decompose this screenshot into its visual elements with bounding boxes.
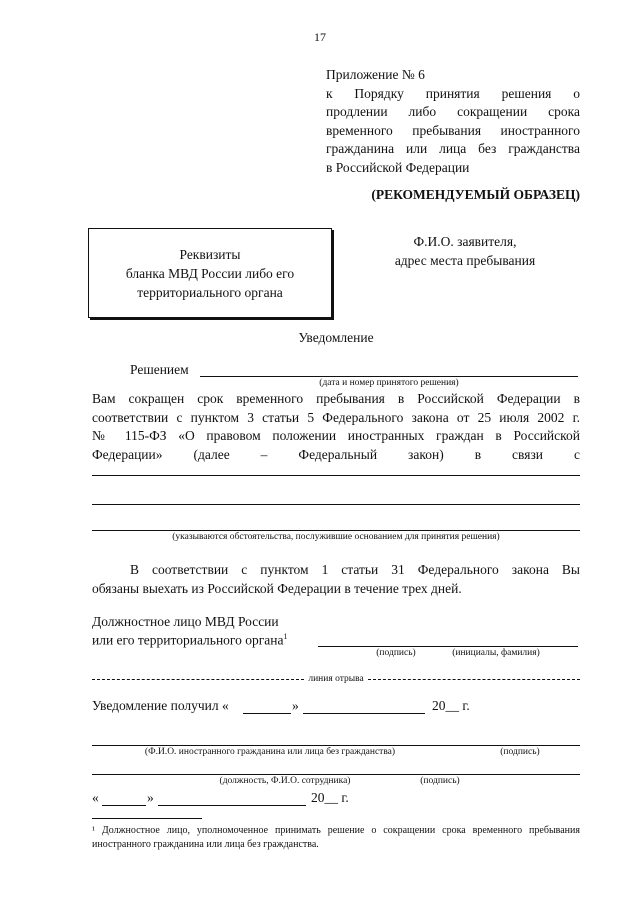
received-month-field[interactable] <box>303 713 425 714</box>
obligation-line: обязаны выехать из Российской Федерации в течение трех дней. <box>92 580 462 596</box>
decision-field[interactable] <box>200 376 578 377</box>
body-paragraph <box>92 390 580 464</box>
received-year: 20__ г. <box>432 698 470 713</box>
footnote-text: ¹ Должностное лицо, уполномоченное принимать решение о сокращении срока временного пребывания иностранного гражданина или лица без гражданства. <box>92 825 580 850</box>
tear-dash-right <box>368 679 580 680</box>
requisites-line: территориального органа <box>137 284 283 300</box>
appendix-line: продлении либо сокращении срока <box>326 104 580 119</box>
decision-caption: (дата и номер принятого решения) <box>319 378 459 388</box>
official-line-2-text: или его территориального органа <box>92 632 284 648</box>
decision-label: Решением <box>130 362 189 377</box>
requisites-box <box>88 228 332 318</box>
footnote-divider <box>92 818 202 819</box>
body-line: № 115-ФЗ «О правовом положении иностранных граждан в Российской <box>92 428 580 443</box>
applicant-line: адрес места пребывания <box>394 253 536 268</box>
body-line: соответствии с пунктом 3 статьи 5 Федерального закона от 25 июля 2002 г. <box>92 409 580 425</box>
received-quote-close: » <box>292 698 299 713</box>
circumstances-field-2[interactable] <box>92 504 580 505</box>
employee-signature-caption: (подпись) <box>420 776 460 786</box>
date-day-field[interactable] <box>102 805 146 806</box>
employee-caption: (должность, Ф.И.О. сотрудника) <box>219 776 351 786</box>
appendix-line: Приложение № 6 <box>326 67 425 82</box>
tear-line-label: линия отрыва <box>308 674 364 684</box>
footnote-mark: 1 <box>283 632 288 641</box>
body-line: Вам сокращен срок временного пребывания в Российской Федерации в <box>92 391 580 406</box>
appendix-line: в Российской Федерации <box>326 159 470 175</box>
date-close-quote: » <box>147 790 154 805</box>
circumstances-field-1[interactable] <box>92 475 580 476</box>
signature-caption: (подпись) <box>376 648 416 658</box>
body-line: Федерации» (далее – Федеральный закон) в связи с <box>92 446 580 462</box>
appendix-line: к Порядку принятия решения о <box>326 85 580 101</box>
applicant-line: Ф.И.О. заявителя, <box>413 234 517 249</box>
date-month-field[interactable] <box>158 805 306 806</box>
date-year: 20__ г. <box>311 790 349 805</box>
obligation-line: В соответствии с пунктом 1 статьи 31 Федерального закона Вы <box>130 562 580 577</box>
circumstances-caption: (указываются обстоятельства, послужившие основанием для принятия решения) <box>172 532 500 542</box>
applicant-block <box>360 232 570 270</box>
received-label: Уведомление получил « <box>92 698 229 713</box>
initials-caption: (инициалы, фамилия) <box>452 648 540 658</box>
appendix-line: гражданина или лица без гражданства <box>326 141 580 156</box>
date-open-quote: « <box>92 790 99 805</box>
appendix-line: временного пребывания иностранного <box>326 122 580 138</box>
obligation-paragraph <box>92 561 580 598</box>
page-number: 17 <box>314 30 326 44</box>
foreigner-caption: (Ф.И.О. иностранного гражданина или лица без гражданства) <box>144 747 396 757</box>
circumstances-field-3[interactable] <box>92 530 580 531</box>
foreigner-field[interactable] <box>92 745 580 746</box>
document-title: Уведомление <box>298 330 374 345</box>
sample-label: (РЕКОМЕНДУЕМЫЙ ОБРАЗЕЦ) <box>371 187 580 202</box>
official-signature-field[interactable] <box>318 646 578 647</box>
official-line-2 <box>92 632 288 649</box>
official-line-1: Должностное лицо МВД России <box>92 614 279 629</box>
requisites-line: Реквизиты <box>179 246 241 262</box>
requisites-line: бланка МВД России либо его <box>125 265 295 281</box>
employee-field[interactable] <box>92 774 580 775</box>
tear-dash-left <box>92 679 304 680</box>
tear-line <box>92 674 580 684</box>
received-day-field[interactable] <box>243 713 291 714</box>
foreigner-signature-caption: (подпись) <box>500 747 540 757</box>
appendix-header <box>326 66 580 177</box>
